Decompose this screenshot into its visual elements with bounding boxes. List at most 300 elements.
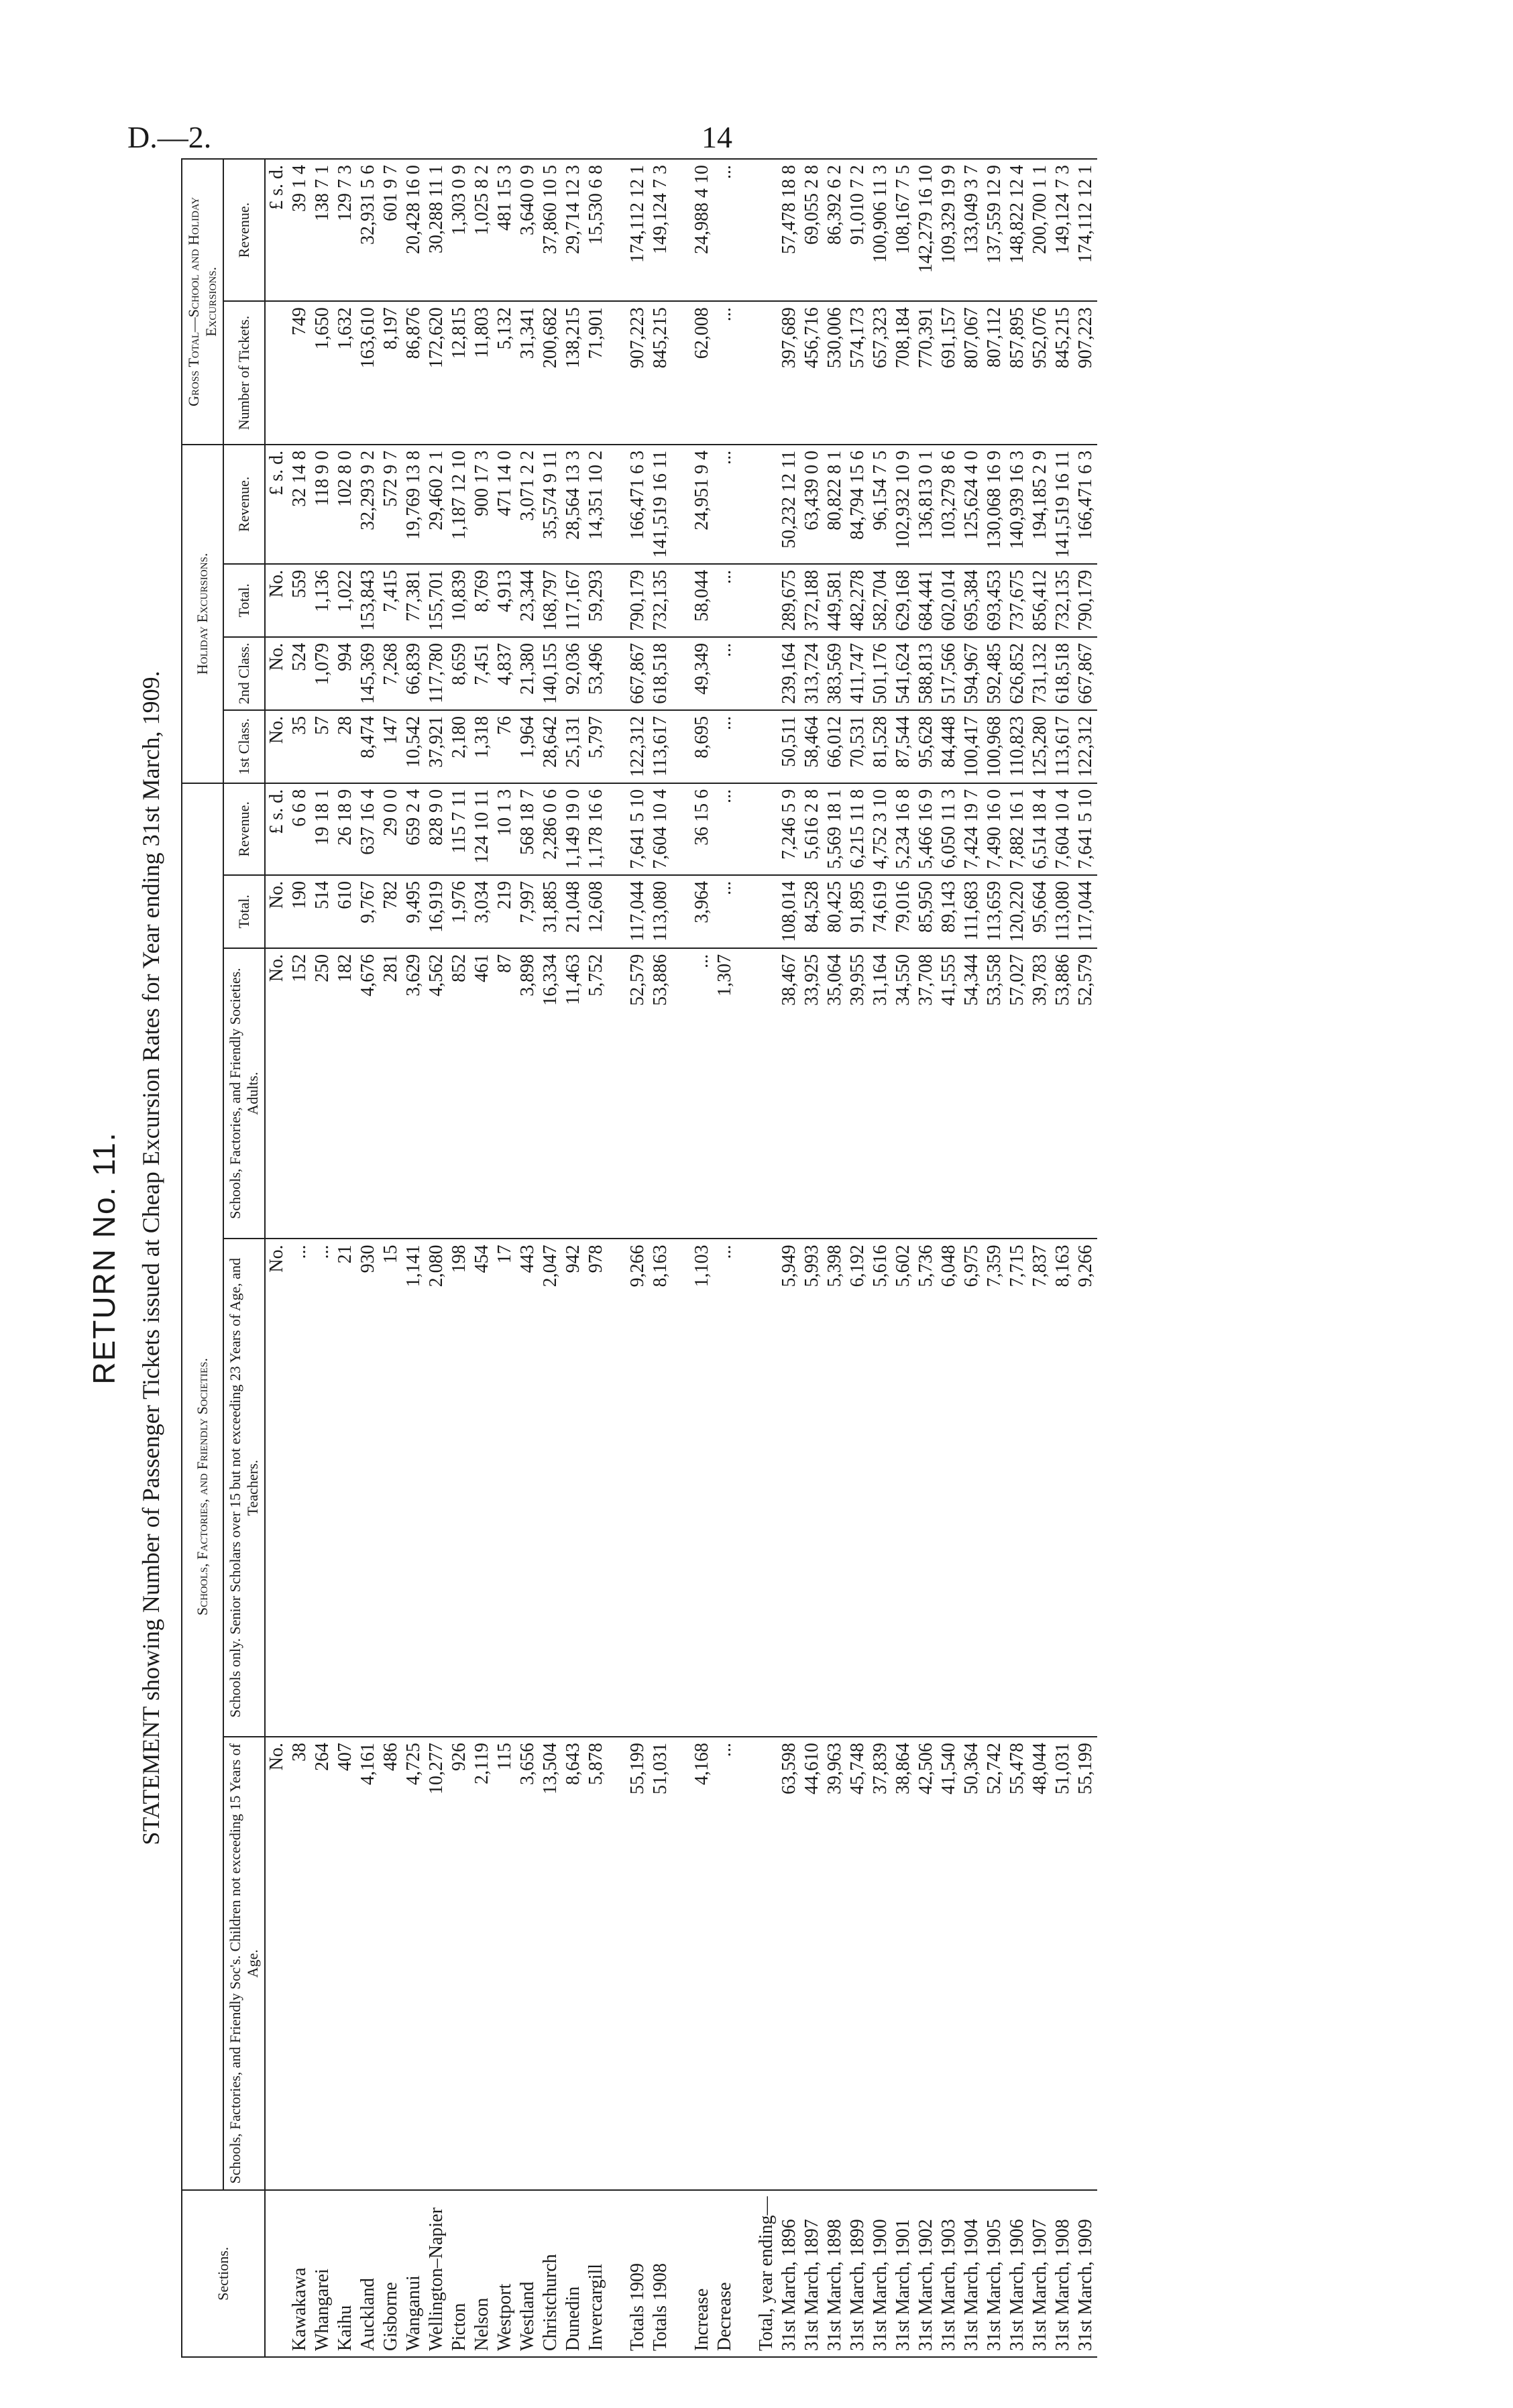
history-row xyxy=(801,159,824,2357)
cell-sc: 21,380 xyxy=(516,636,539,709)
cell-gr: 86,392 6 2 xyxy=(824,159,846,301)
cell-f: 2,180 xyxy=(448,709,471,783)
history-row xyxy=(915,159,938,2357)
cell-c: 44,610 xyxy=(801,1736,824,2189)
cell-s: 31st March, 1896 xyxy=(778,2190,801,2357)
cell-gn: 163,610 xyxy=(357,301,380,445)
cell-gn: 456,716 xyxy=(801,301,824,445)
history-row xyxy=(1052,159,1074,2357)
cell-sr: ... xyxy=(311,1239,334,1737)
cell-ht: 559 xyxy=(288,563,311,636)
cell-ht: 602,014 xyxy=(938,563,960,636)
return-title: RETURN No. 11. xyxy=(87,1131,121,1385)
cell-gn: 770,391 xyxy=(915,301,938,445)
cell-s: Nelson xyxy=(471,2190,494,2357)
cell-c: 51,031 xyxy=(1052,1736,1074,2189)
cell-f: 113,617 xyxy=(1052,709,1074,783)
cell-gr: 109,329 19 9 xyxy=(938,159,960,301)
cell-r: 568 18 7 xyxy=(516,783,539,874)
cell-t: 117,044 xyxy=(1074,874,1097,948)
cell-gr: 129 7 3 xyxy=(334,159,357,301)
cell-hr: 130,068 16 9 xyxy=(983,444,1006,563)
cell-hr: 900 17 3 xyxy=(471,444,494,563)
cell-f: 100,417 xyxy=(960,709,983,783)
cell-c: 264 xyxy=(311,1736,334,2189)
cell-sr: 198 xyxy=(448,1239,471,1737)
cell-sc: 501,176 xyxy=(869,636,892,709)
cell-gn: 657,323 xyxy=(869,301,892,445)
cell-r: 36 15 6 xyxy=(691,783,714,874)
cell-r: 7,604 10 4 xyxy=(649,783,672,874)
cell-sc: 145,369 xyxy=(357,636,380,709)
cell-sc: 66,839 xyxy=(402,636,425,709)
cell-sc: 49,349 xyxy=(691,636,714,709)
cell-sc: 239,164 xyxy=(778,636,801,709)
cell-gn: 857,895 xyxy=(1006,301,1029,445)
cell-sr: 15 xyxy=(380,1239,402,1737)
spacer-row xyxy=(672,159,691,2357)
cell-gr: 29,714 12 3 xyxy=(562,159,585,301)
cell-sr: 5,993 xyxy=(801,1239,824,1737)
cell-ht: 4,913 xyxy=(494,563,516,636)
cell-f: 25,131 xyxy=(562,709,585,783)
cell-gr: 142,279 16 10 xyxy=(915,159,938,301)
cell-c: 55,199 xyxy=(1074,1736,1097,2189)
cell-f: 76 xyxy=(494,709,516,783)
cell-sr: 17 xyxy=(494,1239,516,1737)
cell-sr: 6,048 xyxy=(938,1239,960,1737)
cell-sr: 5,736 xyxy=(915,1239,938,1737)
cell-sc: 7,268 xyxy=(380,636,402,709)
cell-s: 31st March, 1898 xyxy=(824,2190,846,2357)
history-label: Total, year ending— xyxy=(755,2190,778,2357)
cell-f: 122,312 xyxy=(1074,709,1097,783)
cell-hr: 572 9 7 xyxy=(380,444,402,563)
cell-ht: 582,704 xyxy=(869,563,892,636)
unit-lsd: £ s. d. xyxy=(265,159,288,301)
cell-t: 219 xyxy=(494,874,516,948)
cell-sr: 454 xyxy=(471,1239,494,1737)
cell-hr: 96,154 7 5 xyxy=(869,444,892,563)
cell-gr: 3,640 0 9 xyxy=(516,159,539,301)
cell-r: 7,641 5 10 xyxy=(1074,783,1097,874)
cell-gr: 39 1 4 xyxy=(288,159,311,301)
cell-gr: 20,428 16 0 xyxy=(402,159,425,301)
cell-gn: 11,803 xyxy=(471,301,494,445)
difference-row xyxy=(691,159,714,2357)
cell-r: 2,286 0 6 xyxy=(539,783,562,874)
unit-no: No. xyxy=(265,563,288,636)
cell-s: Picton xyxy=(448,2190,471,2357)
cell-hr: 166,471 6 3 xyxy=(1074,444,1097,563)
cell-gn: 708,184 xyxy=(892,301,915,445)
history-row xyxy=(938,159,960,2357)
cell-sc: 1,079 xyxy=(311,636,334,709)
cell-sc: 994 xyxy=(334,636,357,709)
cell-c: 52,742 xyxy=(983,1736,1006,2189)
history-row xyxy=(869,159,892,2357)
cell-r: 7,604 10 4 xyxy=(1052,783,1074,874)
unit-no: No. xyxy=(265,874,288,948)
cell-sr: 1,103 xyxy=(691,1239,714,1737)
cell-hr: 125,624 4 0 xyxy=(960,444,983,563)
cell-ht: 732,135 xyxy=(1052,563,1074,636)
cell-c: 115 xyxy=(494,1736,516,2189)
cell-a: 16,334 xyxy=(539,948,562,1238)
cell-gn: ... xyxy=(714,301,736,445)
cell-hr: 3,071 2 2 xyxy=(516,444,539,563)
cell-gr: 37,860 10 5 xyxy=(539,159,562,301)
col-second: 2nd Class. xyxy=(223,636,265,709)
cell-f: 113,617 xyxy=(649,709,672,783)
cell-t: 9,767 xyxy=(357,874,380,948)
cell-sr: 8,163 xyxy=(1052,1239,1074,1737)
cell-a: 41,555 xyxy=(938,948,960,1238)
cell-sr: 6,192 xyxy=(846,1239,869,1737)
spacer-row xyxy=(608,159,626,2357)
cell-gn: 172,620 xyxy=(425,301,448,445)
cell-f: 122,312 xyxy=(626,709,649,783)
cell-a: 3,898 xyxy=(516,948,539,1238)
document-code: D.—2. xyxy=(127,120,212,154)
cell-sr: 7,715 xyxy=(1006,1239,1029,1737)
cell-sr: 21 xyxy=(334,1239,357,1737)
cell-sr: 8,163 xyxy=(649,1239,672,1737)
cell-a: 52,579 xyxy=(626,948,649,1238)
cell-s: 31st March, 1897 xyxy=(801,2190,824,2357)
cell-gn: 1,650 xyxy=(311,301,334,445)
cell-c: 39,963 xyxy=(824,1736,846,2189)
cell-gr: 91,010 7 2 xyxy=(846,159,869,301)
section-row xyxy=(402,159,425,2357)
history-row xyxy=(846,159,869,2357)
col-adults: Schools, Factories, and Friendly Societies. Adults. xyxy=(223,948,265,1238)
section-row xyxy=(562,159,585,2357)
cell-gn: 8,197 xyxy=(380,301,402,445)
cell-f: 28 xyxy=(334,709,357,783)
cell-r: 828 9 0 xyxy=(425,783,448,874)
cell-sr: 2,080 xyxy=(425,1239,448,1737)
cell-hr: 32 14 8 xyxy=(288,444,311,563)
cell-f: 57 xyxy=(311,709,334,783)
cell-f: 37,921 xyxy=(425,709,448,783)
cell-gr: 108,167 7 5 xyxy=(892,159,915,301)
cell-s: Auckland xyxy=(357,2190,380,2357)
cell-c: 42,506 xyxy=(915,1736,938,2189)
cell-a: 53,886 xyxy=(649,948,672,1238)
cell-c: 41,540 xyxy=(938,1736,960,2189)
cell-gr: 481 15 3 xyxy=(494,159,516,301)
cell-s: 31st March, 1907 xyxy=(1029,2190,1052,2357)
cell-gr: 133,049 3 7 xyxy=(960,159,983,301)
cell-gr: 1,025 8 2 xyxy=(471,159,494,301)
cell-hr: 63,439 0 0 xyxy=(801,444,824,563)
col-g-revenue: Revenue. xyxy=(223,159,265,301)
history-label-row xyxy=(755,159,778,2357)
cell-s: 31st March, 1905 xyxy=(983,2190,1006,2357)
cell-a: 11,463 xyxy=(562,948,585,1238)
unit-no: No. xyxy=(265,636,288,709)
cell-r: 115 7 11 xyxy=(448,783,471,874)
cell-t: 16,919 xyxy=(425,874,448,948)
cell-sc: 4,837 xyxy=(494,636,516,709)
cell-gr: 15,530 6 8 xyxy=(585,159,608,301)
history-row xyxy=(960,159,983,2357)
cell-c: 4,725 xyxy=(402,1736,425,2189)
cell-ht: 790,179 xyxy=(626,563,649,636)
cell-s: Wanganui xyxy=(402,2190,425,2357)
history-row xyxy=(778,159,801,2357)
cell-t: 31,885 xyxy=(539,874,562,948)
history-row xyxy=(1029,159,1052,2357)
cell-gr: 69,055 2 8 xyxy=(801,159,824,301)
cell-hr: 29,460 2 1 xyxy=(425,444,448,563)
cell-r: 7,882 16 1 xyxy=(1006,783,1029,874)
section-row xyxy=(471,159,494,2357)
cell-ht: 737,675 xyxy=(1006,563,1029,636)
cell-ht: 153,843 xyxy=(357,563,380,636)
unit-no: No. xyxy=(265,709,288,783)
cell-ht: 482,278 xyxy=(846,563,869,636)
cell-r: 6,050 11 3 xyxy=(938,783,960,874)
cell-gr: 148,822 12 4 xyxy=(1006,159,1029,301)
cell-r: 7,246 5 9 xyxy=(778,783,801,874)
cell-hr: 140,939 16 3 xyxy=(1006,444,1029,563)
cell-f: 125,280 xyxy=(1029,709,1052,783)
cell-r: 124 10 11 xyxy=(471,783,494,874)
cell-f: 8,695 xyxy=(691,709,714,783)
cell-t: 91,895 xyxy=(846,874,869,948)
cell-ht: 856,412 xyxy=(1029,563,1052,636)
cell-hr: 32,293 9 2 xyxy=(357,444,380,563)
cell-t: 80,425 xyxy=(824,874,846,948)
cell-ht: 58,044 xyxy=(691,563,714,636)
cell-a: 87 xyxy=(494,948,516,1238)
cell-s: Wellington–Napier xyxy=(425,2190,448,2357)
cell-r: ... xyxy=(714,783,736,874)
cell-r: 6,215 11 8 xyxy=(846,783,869,874)
cell-gr: 1,303 0 9 xyxy=(448,159,471,301)
cell-f: 58,464 xyxy=(801,709,824,783)
cell-gn: 397,689 xyxy=(778,301,801,445)
cell-sc: 7,451 xyxy=(471,636,494,709)
cell-s: Kawakawa xyxy=(288,2190,311,2357)
cell-c: 4,161 xyxy=(357,1736,380,2189)
section-row xyxy=(585,159,608,2357)
cell-sr: 7,837 xyxy=(1029,1239,1052,1737)
cell-c: 13,504 xyxy=(539,1736,562,2189)
col-children: Schools, Factories, and Friendly Soc's. Children not exceeding 15 Years of Age. xyxy=(223,1736,265,2189)
cell-sr: 5,602 xyxy=(892,1239,915,1737)
cell-gn: 574,173 xyxy=(846,301,869,445)
cell-a: 182 xyxy=(334,948,357,1238)
col-h-total: Total. xyxy=(223,563,265,636)
cell-sr: 1,141 xyxy=(402,1239,425,1737)
cell-ht: 695,384 xyxy=(960,563,983,636)
spacer-row xyxy=(736,159,755,2357)
cell-s: Increase xyxy=(691,2190,714,2357)
cell-r: 6,514 18 4 xyxy=(1029,783,1052,874)
cell-gr: 32,931 5 6 xyxy=(357,159,380,301)
cell-f: 50,511 xyxy=(778,709,801,783)
cell-r: 29 0 0 xyxy=(380,783,402,874)
cell-t: 113,659 xyxy=(983,874,1006,948)
cell-gn: 62,008 xyxy=(691,301,714,445)
cell-sc: 592,485 xyxy=(983,636,1006,709)
cell-gr: 174,112 12 1 xyxy=(1074,159,1097,301)
cell-hr: 102 8 0 xyxy=(334,444,357,563)
cell-a: 33,925 xyxy=(801,948,824,1238)
cell-s: 31st March, 1899 xyxy=(846,2190,869,2357)
cell-sc: 411,747 xyxy=(846,636,869,709)
cell-ht: 289,675 xyxy=(778,563,801,636)
cell-c: 55,478 xyxy=(1006,1736,1029,2189)
cell-c: 486 xyxy=(380,1736,402,2189)
cell-s: Christchurch xyxy=(539,2190,562,2357)
cell-sr: 5,616 xyxy=(869,1239,892,1737)
history-row xyxy=(892,159,915,2357)
cell-gn: 807,112 xyxy=(983,301,1006,445)
cell-gr: 174,112 12 1 xyxy=(626,159,649,301)
cell-t: 117,044 xyxy=(626,874,649,948)
cell-a: 152 xyxy=(288,948,311,1238)
cell-a: 281 xyxy=(380,948,402,1238)
section-row xyxy=(425,159,448,2357)
cell-s: Invercargill xyxy=(585,2190,608,2357)
cell-a: 52,579 xyxy=(1074,948,1097,1238)
cell-t: 514 xyxy=(311,874,334,948)
cell-c: 50,364 xyxy=(960,1736,983,2189)
unit-lsd: £ s. d. xyxy=(265,783,288,874)
cell-ht: 117,167 xyxy=(562,563,585,636)
cell-sc: 626,852 xyxy=(1006,636,1029,709)
cell-sc: 667,867 xyxy=(1074,636,1097,709)
cell-sc: ... xyxy=(714,636,736,709)
cell-a: 4,676 xyxy=(357,948,380,1238)
cell-r: 1,149 19 0 xyxy=(562,783,585,874)
cell-gr: 100,906 11 3 xyxy=(869,159,892,301)
cell-t: 111,683 xyxy=(960,874,983,948)
cell-hr: 471 14 0 xyxy=(494,444,516,563)
cell-f: 66,012 xyxy=(824,709,846,783)
cell-gn: 200,682 xyxy=(539,301,562,445)
cell-hr: 35,574 9 11 xyxy=(539,444,562,563)
cell-s: 31st March, 1903 xyxy=(938,2190,960,2357)
cell-s: Whangarei xyxy=(311,2190,334,2357)
cell-t: 113,080 xyxy=(1052,874,1074,948)
cell-sc: 618,518 xyxy=(649,636,672,709)
cell-a: 4,562 xyxy=(425,948,448,1238)
cell-gr: 57,478 18 8 xyxy=(778,159,801,301)
cell-sc: 594,967 xyxy=(960,636,983,709)
cell-s: Kaihu xyxy=(334,2190,357,2357)
cell-hr: 84,794 15 6 xyxy=(846,444,869,563)
cell-a: 1,307 xyxy=(714,948,736,1238)
cell-f: 35 xyxy=(288,709,311,783)
cell-t: 3,964 xyxy=(691,874,714,948)
cell-sr: 978 xyxy=(585,1239,608,1737)
cell-sr: 930 xyxy=(357,1239,380,1737)
cell-gn: 71,901 xyxy=(585,301,608,445)
cell-c: 926 xyxy=(448,1736,471,2189)
section-row xyxy=(494,159,516,2357)
cell-c: 48,044 xyxy=(1029,1736,1052,2189)
cell-a: 31,164 xyxy=(869,948,892,1238)
cell-hr: 50,232 12 11 xyxy=(778,444,801,563)
cell-t: 89,143 xyxy=(938,874,960,948)
cell-s: Westland xyxy=(516,2190,539,2357)
cell-f: 1,318 xyxy=(471,709,494,783)
cell-hr: 19,769 13 8 xyxy=(402,444,425,563)
cell-a: 250 xyxy=(311,948,334,1238)
cell-f: 147 xyxy=(380,709,402,783)
cell-c: 55,199 xyxy=(626,1736,649,2189)
cell-s: 31st March, 1906 xyxy=(1006,2190,1029,2357)
group-holiday: Holiday Excursions. xyxy=(182,444,223,783)
cell-a: 37,708 xyxy=(915,948,938,1238)
statement-title: STATEMENT showing Number of Passenger Tickets issued at Cheap Excursion Rates for Year ending 31st March, 1909. xyxy=(137,670,164,1845)
cell-ht: 449,581 xyxy=(824,563,846,636)
cell-r: 7,424 19 7 xyxy=(960,783,983,874)
cell-a: 39,955 xyxy=(846,948,869,1238)
cell-sr: ... xyxy=(714,1239,736,1737)
cell-t: 74,619 xyxy=(869,874,892,948)
totals-row xyxy=(649,159,672,2357)
cell-sr: ... xyxy=(288,1239,311,1737)
cell-gn: 807,067 xyxy=(960,301,983,445)
cell-ht: 1,022 xyxy=(334,563,357,636)
section-row xyxy=(311,159,334,2357)
cell-hr: 166,471 6 3 xyxy=(626,444,649,563)
cell-ht: 168,797 xyxy=(539,563,562,636)
cell-r: 5,466 16 9 xyxy=(915,783,938,874)
cell-gr: 138 7 1 xyxy=(311,159,334,301)
cell-sr: 6,975 xyxy=(960,1239,983,1737)
cell-s: 31st March, 1908 xyxy=(1052,2190,1074,2357)
cell-a: ... xyxy=(691,948,714,1238)
cell-t: 1,976 xyxy=(448,874,471,948)
cell-c: 45,748 xyxy=(846,1736,869,2189)
cell-t: 120,220 xyxy=(1006,874,1029,948)
cell-sr: 9,266 xyxy=(1074,1239,1097,1737)
cell-ht: 372,188 xyxy=(801,563,824,636)
cell-r: 659 2 4 xyxy=(402,783,425,874)
history-row xyxy=(1006,159,1029,2357)
cell-hr: 24,951 9 4 xyxy=(691,444,714,563)
cell-a: 3,629 xyxy=(402,948,425,1238)
cell-hr: 102,932 10 9 xyxy=(892,444,915,563)
cell-c: 38,864 xyxy=(892,1736,915,2189)
cell-t: 21,048 xyxy=(562,874,585,948)
cell-gr: 30,288 11 1 xyxy=(425,159,448,301)
cell-a: 54,344 xyxy=(960,948,983,1238)
cell-a: 35,064 xyxy=(824,948,846,1238)
cell-sc: 313,724 xyxy=(801,636,824,709)
excursion-table xyxy=(181,158,1097,2358)
cell-c: 63,598 xyxy=(778,1736,801,2189)
cell-c: 5,878 xyxy=(585,1736,608,2189)
cell-f: 110,823 xyxy=(1006,709,1029,783)
cell-ht: 59,293 xyxy=(585,563,608,636)
cell-r: 7,641 5 10 xyxy=(626,783,649,874)
cell-sr: 443 xyxy=(516,1239,539,1737)
cell-gr: 149,124 7 3 xyxy=(649,159,672,301)
cell-sc: 117,780 xyxy=(425,636,448,709)
cell-ht: 7,415 xyxy=(380,563,402,636)
cell-t: 610 xyxy=(334,874,357,948)
cell-hr: 80,822 8 1 xyxy=(824,444,846,563)
cell-a: 34,550 xyxy=(892,948,915,1238)
